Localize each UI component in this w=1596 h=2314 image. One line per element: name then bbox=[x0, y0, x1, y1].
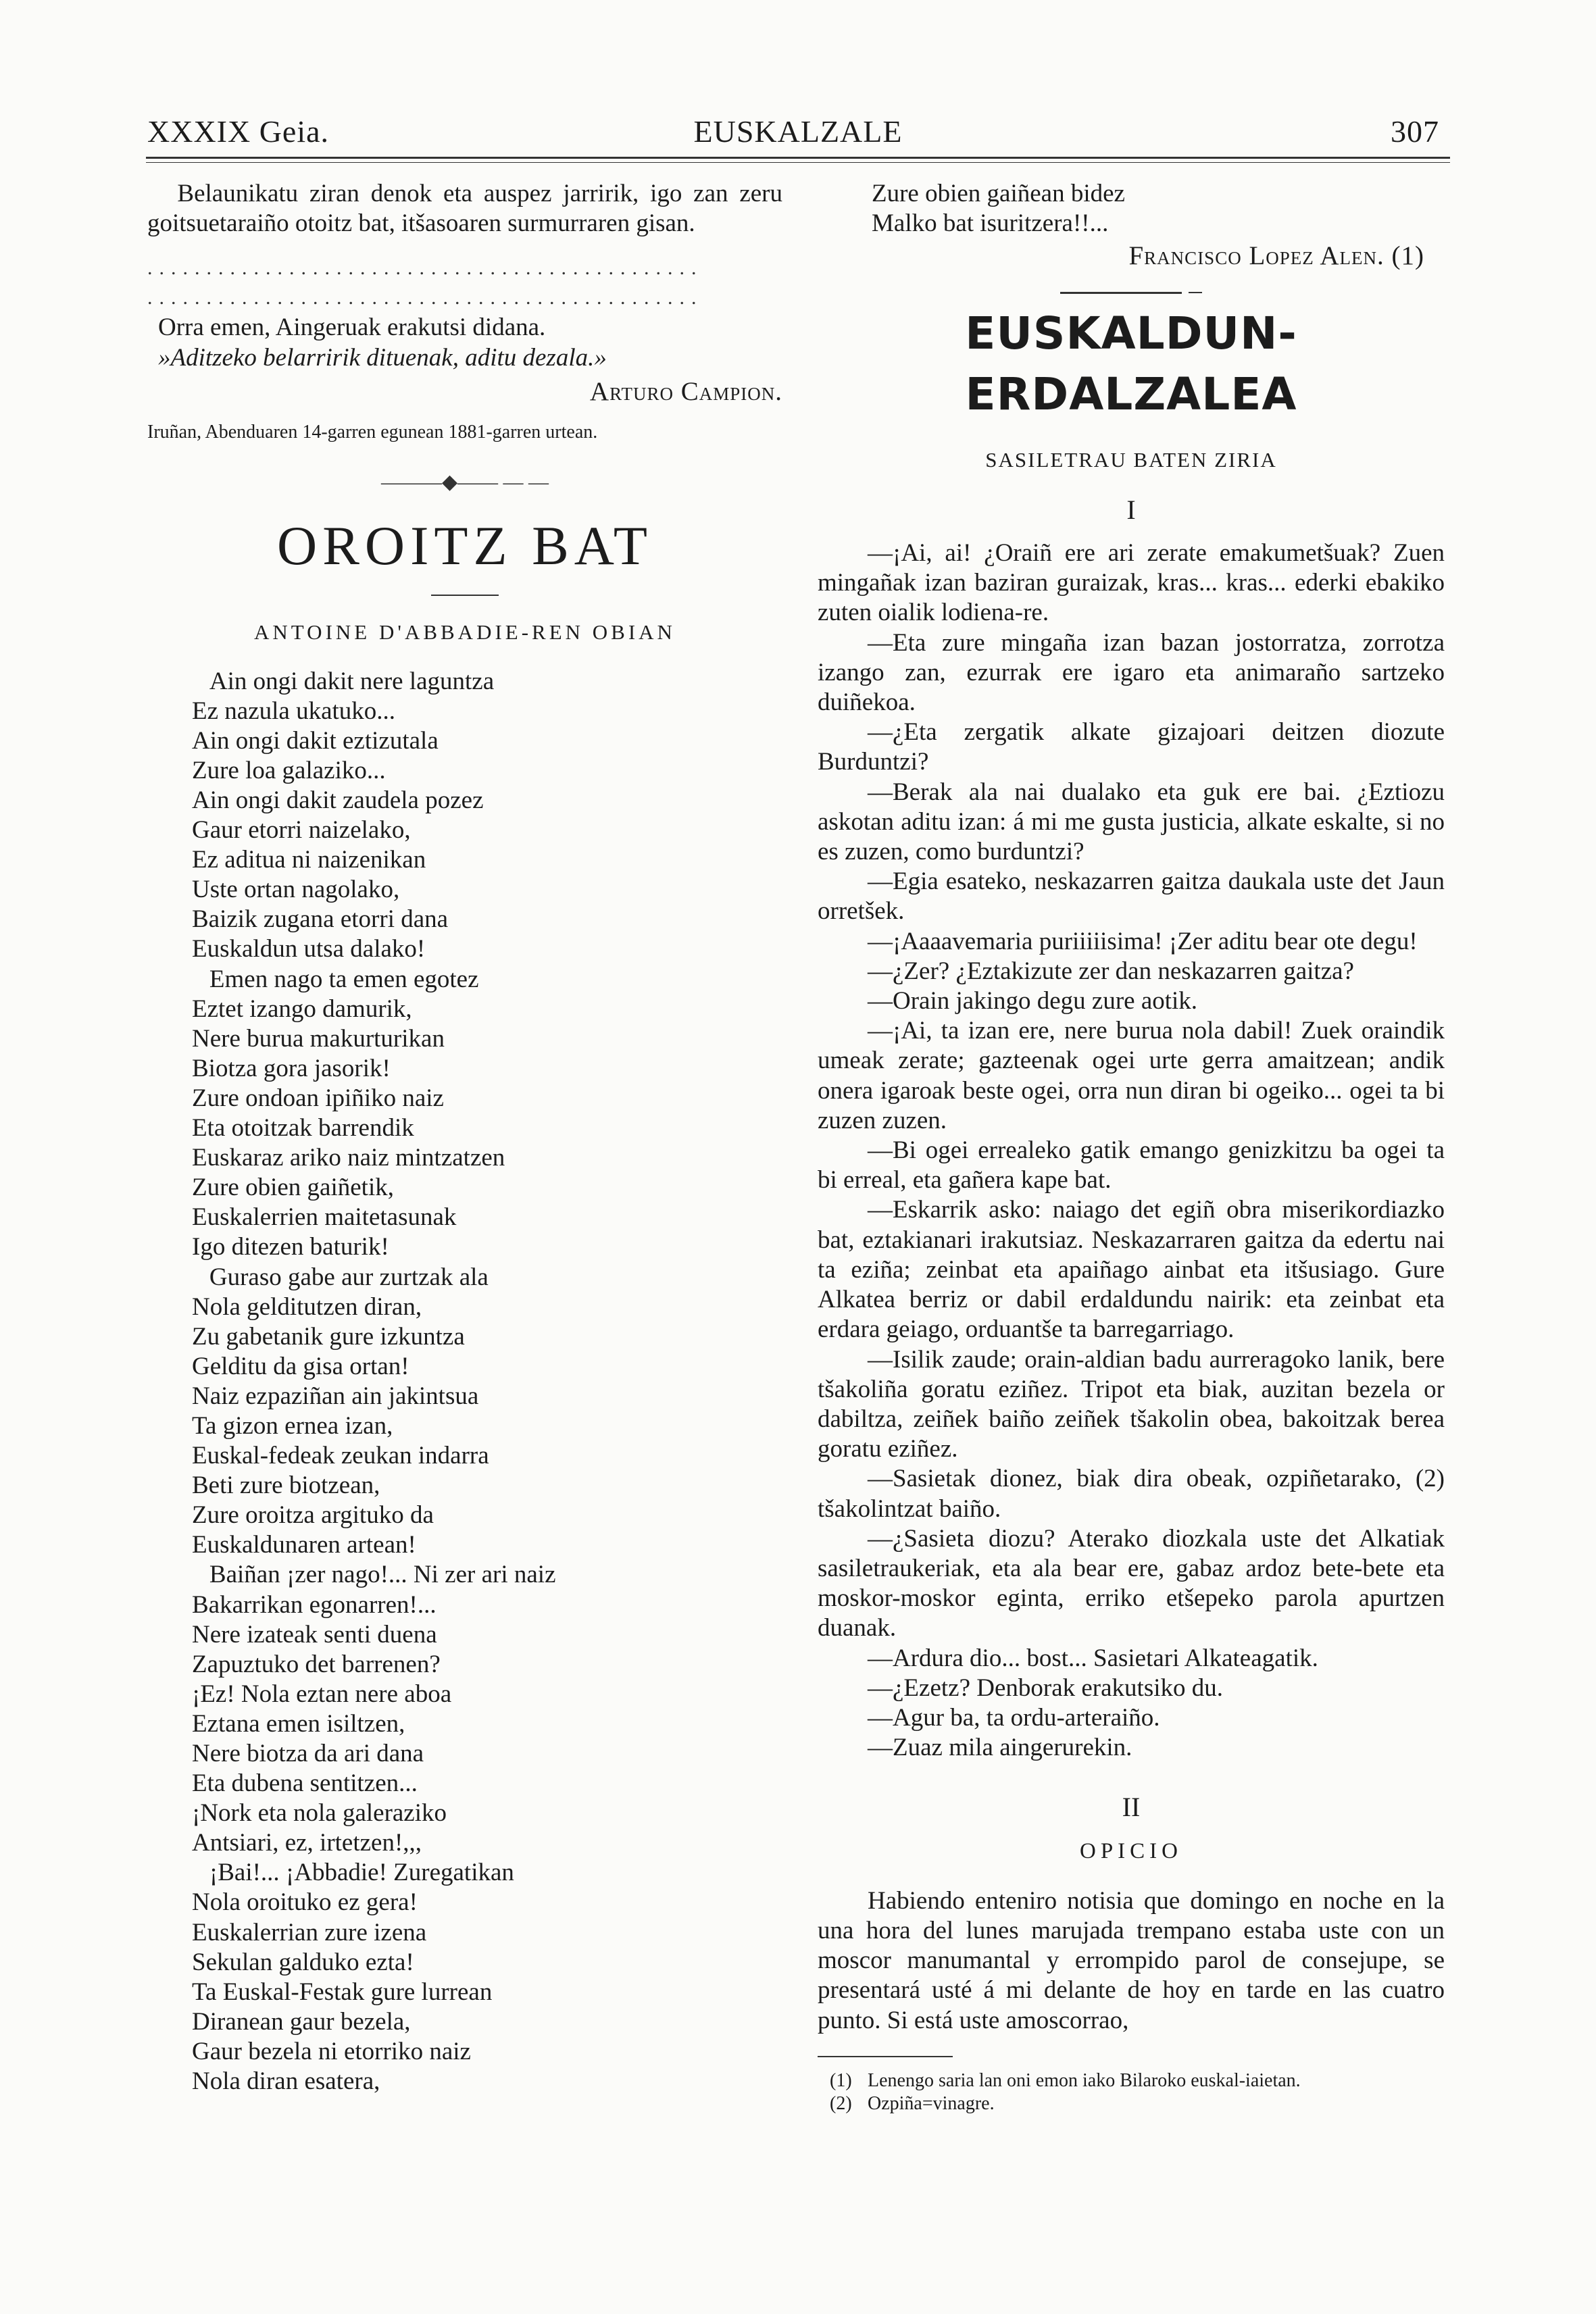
poem-line: Igo ditezen baturik! bbox=[192, 1233, 389, 1261]
dialogue-paragraph: —Sasietak dionez, biak dira obeak, ozpiñetarako, (2) tšakolintzat baiño. bbox=[818, 1465, 1445, 1523]
author-signature: Francisco Lopez Alen. (1) bbox=[1128, 241, 1424, 271]
dialogue-paragraph: —¿Ezetz? Denborak erakutsiko du. bbox=[868, 1674, 1224, 1702]
poem-line: Zure obien gaiñetik, bbox=[192, 1174, 394, 1202]
section-ornament bbox=[818, 292, 1445, 294]
poem-line: Eztet izango damurik, bbox=[192, 995, 412, 1023]
poem-title: OROITZ BAT bbox=[276, 515, 653, 577]
dialogue-paragraph: —Ardura dio... bost... Sasietari Alkateagatik. bbox=[868, 1644, 1318, 1672]
dialogue-paragraph: —¡Aaaavemaria puriiiiisima! ¡Zer aditu bear ote degu! bbox=[868, 927, 1418, 955]
poem-line: Euskaldun utsa dalako! bbox=[192, 935, 426, 963]
header-rule-thin bbox=[146, 162, 1450, 163]
spanish-paragraph: Habiendo enteniro notisia que domingo en noche en la una hora del lunes marujada trempano estaba uste con un moscor manumantal y errompido parol de consejupe, se presentará usté á mi delante de hoy en tarde en las cuatro punto. Si está uste amoscorrao, bbox=[818, 1886, 1445, 2034]
running-header-title: EUSKALZALE bbox=[693, 114, 903, 149]
poem-line: Gaur bezela ni etorriko naiz bbox=[192, 2037, 471, 2065]
verse-line: Zure obien gaiñean bidez bbox=[872, 180, 1125, 207]
title-rule bbox=[431, 595, 499, 596]
footnote bbox=[830, 2069, 1445, 2092]
place-date: Iruñan, Abenduaren 14-garren egunean 1881-garren urtean. bbox=[147, 422, 598, 443]
poem-line: Baizik zugana etorri dana bbox=[192, 905, 449, 934]
poem-line: Eztana emen isiltzen, bbox=[192, 1709, 405, 1738]
poem-line: Uste ortan nagolako, bbox=[192, 876, 400, 904]
footnote bbox=[830, 2092, 1445, 2115]
verse-line: Malko bat isuritzera!!... bbox=[872, 209, 1109, 238]
dialogue-paragraph: —Eskarrik asko: naiago det egiñ obra miserikordiazko bat, eztakianari irakutsiaz. Neskazarraren gaitza da edertu nai ta eziña; zeinbat eta apaiñago ainbat eta itšusiago. Gure Alkatea berriz or dabil erdaldundu nairik: eta zeinbat eta erdara geiago, orduantše ta barregarriago. bbox=[818, 1196, 1445, 1344]
poem-line: Nere burua makurturikan bbox=[192, 1024, 445, 1053]
ornament-rule bbox=[1060, 292, 1182, 294]
page-number: 307 bbox=[1391, 114, 1439, 149]
right-column bbox=[818, 179, 1445, 2115]
dialogue-paragraph: —Bi ogei errealeko gatik emango genizkitzu ba ogei ta bi erreal, eta gañera kape bat. bbox=[818, 1136, 1445, 1194]
poem-line: Zapuztuko det barrenen? bbox=[192, 1650, 441, 1678]
dialogue-paragraph: —¿Sasieta diozu? Aterako diozkala uste det Alkatiak sasiletraukeriak, eta ala bear ere, gabaz ardoz bete-bete eta moskor-moskor eginta, erriko etšepeko parola apurtzen duanak. bbox=[818, 1524, 1445, 1642]
poem-line: Diranean gaur bezela, bbox=[192, 2007, 411, 2036]
footnote-text: Ozpiña=vinagre. bbox=[868, 2092, 995, 2114]
poem-line: Euskalerrian zure izena bbox=[192, 1918, 427, 1946]
dialogue-paragraph: —Isilik zaude; orain-aldian badu aurreragoko lanik, bere tšakoliña goratu eziñez. Tripot eta biak, auzitan bezela or dabiltza, zeiñek baiño zeiñek tšakolin obea, bakoitzak berea goratu eziñez. bbox=[818, 1345, 1445, 1463]
poem-line: Baiñan ¡zer nago!... Ni zer ari naiz bbox=[209, 1561, 556, 1589]
footnote-text: Lenengo saria lan oni emon iako Bilaroko euskal-iaietan. bbox=[868, 2069, 1301, 2091]
poem-line: Beti zure biotzean, bbox=[192, 1472, 380, 1500]
quote-line: »Aditzeko belarririk dituenak, aditu dezala.» bbox=[158, 343, 607, 372]
poem-line: Zure loa galaziko... bbox=[192, 756, 386, 784]
poem-line: Ez nazula ukatuko... bbox=[192, 697, 396, 725]
poem-line: Sekulan galduko ezta! bbox=[192, 1948, 414, 1976]
footnote-number: (2) bbox=[830, 2092, 852, 2114]
poem-line: Ain ongi dakit nere laguntza bbox=[209, 667, 495, 695]
poem-line: Zu gabetanik gure izkuntza bbox=[192, 1322, 465, 1351]
poem-line: Gaur etorri naizelako, bbox=[192, 816, 411, 845]
footnote-number: (1) bbox=[830, 2069, 852, 2091]
dialogue-paragraph: —¡Ai, ta izan ere, nere burua nola dabil! Zuek oraindik umeak zerate; gazteenak ogei urte gerra amaitzean; andik onera igaroak beste ogei, orra nun diran bi ogeiko... ogei ta bi zuzen zuzen. bbox=[818, 1017, 1445, 1134]
dialogue-paragraph: —Agur ba, ta ordu-arteraiño. bbox=[868, 1703, 1160, 1732]
ellipsis-line: ............................................... bbox=[147, 286, 703, 309]
poem-subtitle: ANTOINE D'ABBADIE-REN OBIAN bbox=[254, 620, 676, 645]
poem-line: Emen nago ta emen egotez bbox=[209, 965, 479, 993]
poem-line: Ez aditua ni naizenikan bbox=[192, 846, 426, 874]
poem-line: ¡Ez! Nola eztan nere aboa bbox=[192, 1680, 452, 1708]
ornament-rule bbox=[1189, 292, 1202, 293]
orra-line: Orra emen, Aingeruak erakutsi didana. bbox=[158, 313, 546, 342]
poem-line: Antsiari, ez, irtetzen!,,, bbox=[192, 1829, 422, 1857]
dialogue-paragraph: —¡Ai, ai! ¿Oraiñ ere ari zerate emakumetšuak? Zuen mingañak izan baziran guraizak, kras... kras... ederki ebakiko zuten oialik lodiena-re. bbox=[818, 539, 1445, 627]
dialogue-paragraph: —Berak ala nai dualako eta guk ere bai. ¿Eztiozu askotan aditu izan: á mi me gusta justicia, alkate eskalte, si no es zuzen, como burduntzi? bbox=[818, 778, 1445, 866]
poem-line: Zure ondoan ipiñiko naiz bbox=[192, 1084, 444, 1112]
article-subtitle: SASILETRAU BATEN ZIRIA bbox=[985, 447, 1277, 472]
section-subtitle: OPICIO bbox=[1079, 1838, 1182, 1863]
poem-line: Nola diran esatera, bbox=[192, 2067, 380, 2096]
poem-line: Zure oroitza argituko da bbox=[192, 1501, 434, 1530]
section-number: II bbox=[1122, 1792, 1141, 1823]
dialogue-paragraph: —¿Zer? ¿Eztakizute zer dan neskazarren gaitza? bbox=[868, 957, 1354, 985]
poem-line: Euskaldunaren artean! bbox=[192, 1531, 416, 1559]
poem-line: Nere izateak senti duena bbox=[192, 1620, 437, 1649]
section-ornament bbox=[147, 468, 782, 497]
author-signature: Arturo Campion. bbox=[589, 376, 782, 406]
poem-line: Eta dubena sentitzen... bbox=[192, 1769, 418, 1798]
opening-paragraph: Belaunikatu ziran denok eta auspez jarririk, igo zan zeru goitsuetaraiño otoitz bat, itšasoaren surmurraren gisan. bbox=[147, 180, 782, 238]
left-column bbox=[147, 179, 782, 2096]
dialogue-paragraph: —¿Eta zergatik alkate gizajoari deitzen diozute Burduntzi? bbox=[818, 718, 1445, 776]
poem-line: Guraso gabe aur zurtzak ala bbox=[209, 1263, 489, 1291]
poem-line: Naiz ezpaziñan ain jakintsua bbox=[192, 1382, 479, 1410]
poem-line: Ain ongi dakit zaudela pozez bbox=[192, 786, 484, 814]
dialogue-paragraph: —Egia esateko, neskazarren gaitza daukala uste det Jaun orretšek. bbox=[818, 867, 1445, 926]
poem-line: Gelditu da gisa ortan! bbox=[192, 1352, 409, 1380]
dialogue-paragraph: —Orain jakingo degu zure aotik. bbox=[868, 987, 1198, 1015]
section-number: I bbox=[1126, 494, 1136, 525]
poem-line: ¡Bai!... ¡Abbadie! Zuregatikan bbox=[209, 1859, 514, 1887]
header-rule-thick bbox=[146, 157, 1450, 159]
poem-line: Ain ongi dakit eztizutala bbox=[192, 726, 439, 755]
article-title: EUSKALDUN-ERDALZALEA bbox=[965, 307, 1297, 420]
dialogue-body bbox=[818, 538, 1445, 1763]
dialogue-paragraph: —Zuaz mila aingerurekin. bbox=[868, 1734, 1132, 1762]
poem-body bbox=[192, 667, 782, 2097]
poem-line: Nola gelditutzen diran, bbox=[192, 1292, 422, 1321]
poem-line: Bakarrikan egonarren!... bbox=[192, 1590, 437, 1619]
poem-line: Euskalerrien maitetasunak bbox=[192, 1203, 457, 1232]
running-header-left: XXXIX Geia. bbox=[147, 114, 330, 149]
poem-line: Euskal-fedeak zeukan indarra bbox=[192, 1442, 489, 1470]
poem-line: Eta otoitzak barrendik bbox=[192, 1114, 414, 1142]
dialogue-paragraph: —Eta zure mingaña izan bazan jostorratza, zorrotza izango zan, ezurrak ere igaro eta animaraño sartzeko duiñekoa. bbox=[818, 628, 1445, 717]
poem-line: Nere biotza da ari dana bbox=[192, 1740, 424, 1767]
poem-line: Euskaraz ariko naiz mintzatzen bbox=[192, 1144, 505, 1172]
poem-line: Biotza gora jasorik! bbox=[192, 1054, 391, 1082]
poem-line: Nola oroituko ez gera! bbox=[192, 1888, 418, 1917]
footnote-rule bbox=[818, 2056, 953, 2057]
ornament-glyphs: ———◆—— — — bbox=[380, 471, 549, 494]
poem-line: ¡Nork eta nola galeraziko bbox=[192, 1799, 447, 1828]
poem-line: Ta Euskal-Festak gure lurrean bbox=[192, 1978, 493, 2006]
poem-line: Ta gizon ernea izan, bbox=[192, 1411, 393, 1440]
footnotes bbox=[818, 2069, 1445, 2115]
ellipsis-line: ............................................... bbox=[147, 257, 703, 280]
